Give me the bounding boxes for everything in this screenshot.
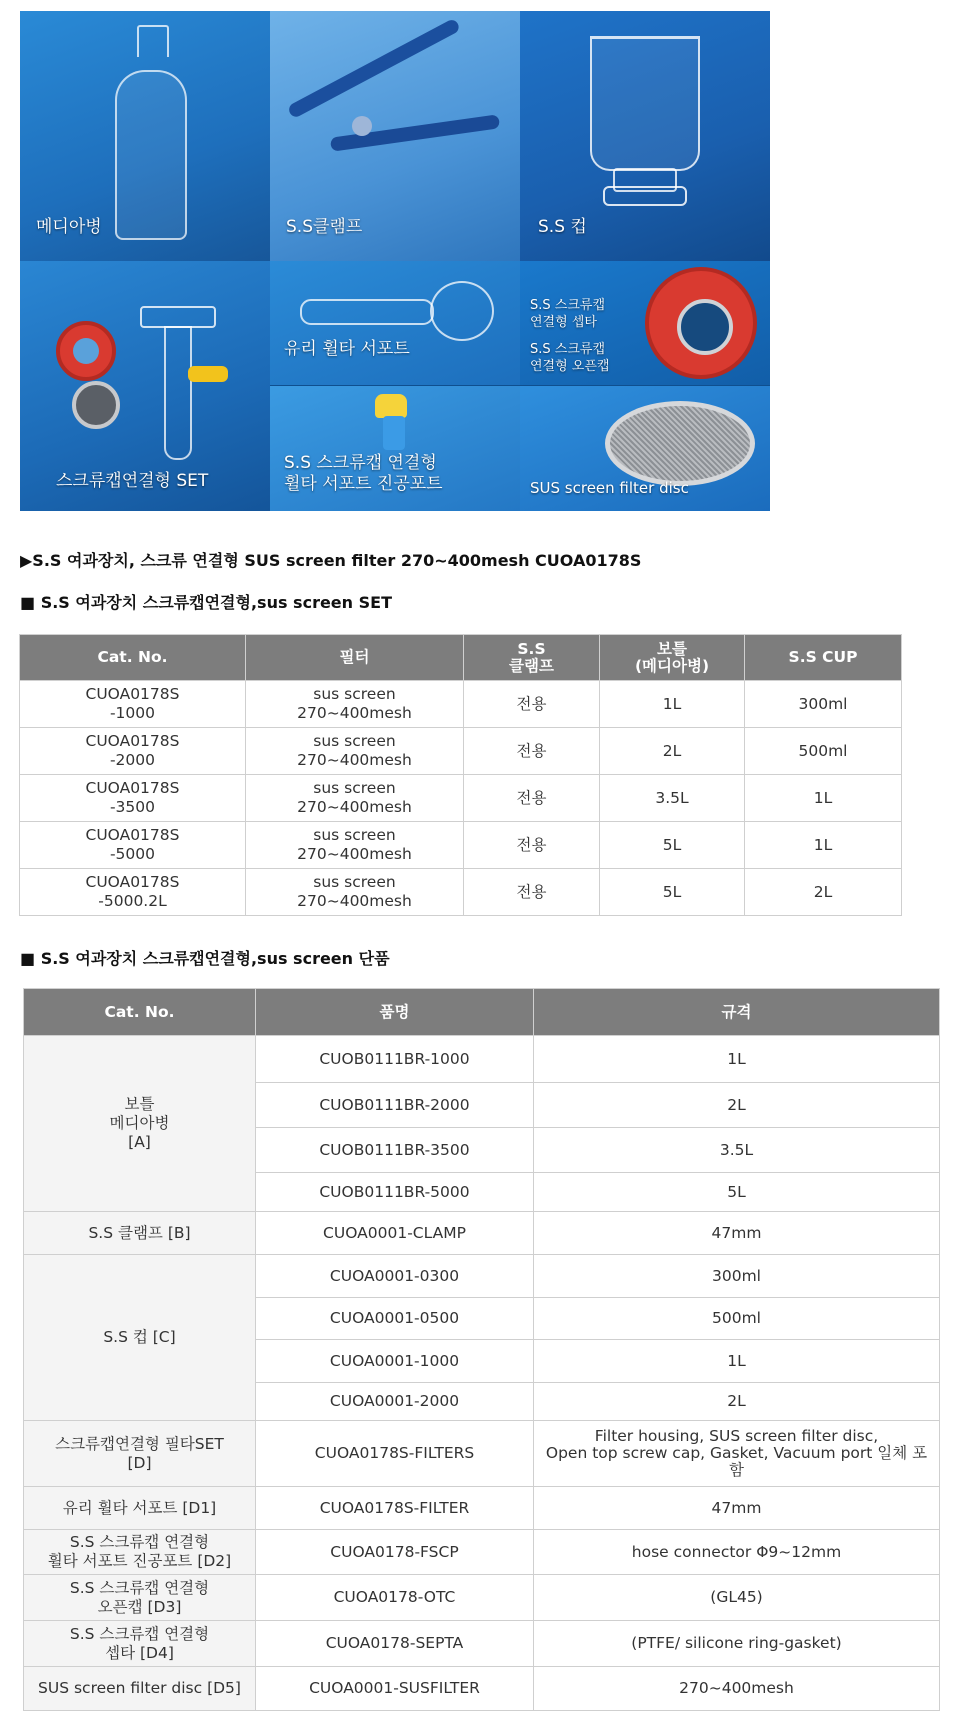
glass-support-illustration — [300, 281, 500, 341]
photo-screwcap-set — [20, 261, 270, 511]
table-row — [20, 681, 902, 728]
bottle-illustration — [115, 25, 187, 240]
filter-cell: sus screen 270~400mesh — [246, 728, 464, 775]
product-code-cell: CUOA0001-1000 — [256, 1340, 534, 1383]
set-table — [19, 634, 902, 916]
header-product-name: 품명 — [256, 989, 534, 1036]
clamp-cell: 전용 — [464, 681, 600, 728]
clamp-cell: 전용 — [464, 728, 600, 775]
header-bottle: 보틀 (메디아병) — [600, 635, 745, 681]
spec-cell: 270~400mesh — [534, 1667, 940, 1711]
photo-screw-caps — [520, 261, 770, 386]
group-filter-set: 스크류캡연결형 필타SET [D] — [24, 1421, 256, 1487]
spec-cell: (GL45) — [534, 1575, 940, 1621]
spec-cell: 1L — [534, 1036, 940, 1083]
bottle-cell: 3.5L — [600, 775, 745, 822]
product-code-cell: CUOA0001-SUSFILTER — [256, 1667, 534, 1711]
photo-media-bottle — [20, 11, 270, 261]
caption-glass-support: 유리 휠타 서포트 — [284, 339, 410, 359]
group-clamp: S.S 클램프 [B] — [24, 1212, 256, 1255]
filter-cell: sus screen 270~400mesh — [246, 869, 464, 916]
cup-cell: 2L — [745, 869, 902, 916]
table-row — [20, 775, 902, 822]
section2-heading: ■ S.S 여과장치 스크류캡연결형,sus screen 단품 — [20, 949, 390, 968]
table-row — [24, 1575, 940, 1621]
table-row — [24, 1036, 940, 1083]
caption-ss-cup: S.S 컵 — [538, 217, 587, 237]
product-code-cell: CUOA0178S-FILTER — [256, 1487, 534, 1530]
table-row — [24, 1212, 940, 1255]
table-row — [24, 1487, 940, 1530]
filter-cell: sus screen 270~400mesh — [246, 822, 464, 869]
spec-cell: (PTFE/ silicone ring-gasket) — [534, 1621, 940, 1667]
section1-heading: ■ S.S 여과장치 스크류캡연결형,sus screen SET — [20, 593, 392, 612]
group-bottle: 보틀 메디아병 [A] — [24, 1036, 256, 1212]
cup-cell: 1L — [745, 822, 902, 869]
table-row — [24, 1255, 940, 1298]
header-filter: 필터 — [246, 635, 464, 681]
cup-cell: 300ml — [745, 681, 902, 728]
red-screw-cap-illustration — [645, 267, 757, 379]
spec-cell: 1L — [534, 1340, 940, 1383]
filter-cell: sus screen 270~400mesh — [246, 681, 464, 728]
spec-cell: 300ml — [534, 1255, 940, 1298]
product-code-cell: CUOA0001-CLAMP — [256, 1212, 534, 1255]
spec-cell: hose connector Φ9~12mm — [534, 1530, 940, 1575]
clamp-cell: 전용 — [464, 869, 600, 916]
product-code-cell: CUOB0111BR-3500 — [256, 1128, 534, 1173]
clamp-cell: 전용 — [464, 822, 600, 869]
header-cat-no: Cat. No. — [20, 635, 246, 681]
table-row — [24, 1421, 940, 1487]
parts-table — [23, 988, 940, 1711]
caption-vacuum-port: S.S 스크류캡 연결형 휠타 서포트 진공포트 — [284, 453, 443, 494]
photo-glass-support — [270, 261, 520, 386]
spec-cell: 2L — [534, 1383, 940, 1421]
cat-no-cell: CUOA0178S -3500 — [20, 775, 246, 822]
header-ss-cup: S.S CUP — [745, 635, 902, 681]
caption-screwcap-set: 스크류캡연결형 SET — [56, 471, 209, 491]
product-code-cell: CUOB0111BR-1000 — [256, 1036, 534, 1083]
product-code-cell: CUOA0178-SEPTA — [256, 1621, 534, 1667]
group-sus-disc: SUS screen filter disc [D5] — [24, 1667, 256, 1711]
product-code-cell: CUOA0001-0500 — [256, 1298, 534, 1340]
vacuum-port-illustration — [375, 394, 415, 454]
group-cup: S.S 컵 [C] — [24, 1255, 256, 1421]
photo-ss-cup — [520, 11, 770, 261]
cat-no-cell: CUOA0178S -5000 — [20, 822, 246, 869]
caption-ss-clamp: S.S클램프 — [286, 217, 363, 237]
spec-cell: 3.5L — [534, 1128, 940, 1173]
group-glass-support: 유리 휠타 서포트 [D1] — [24, 1487, 256, 1530]
callout-septa: S.S 스크류캡 연결형 셉타 — [530, 298, 606, 330]
bottle-cell: 1L — [600, 681, 745, 728]
spec-cell: 5L — [534, 1173, 940, 1212]
product-photo-grid — [20, 11, 770, 511]
table-row — [24, 1621, 940, 1667]
product-code-cell: CUOA0001-0300 — [256, 1255, 534, 1298]
spec-cell: 500ml — [534, 1298, 940, 1340]
product-code-cell: CUOA0178-FSCP — [256, 1530, 534, 1575]
filter-disc-illustration — [72, 381, 120, 429]
photo-sus-disc — [520, 386, 770, 511]
cat-no-cell: CUOA0178S -5000.2L — [20, 869, 246, 916]
filter-cell: sus screen 270~400mesh — [246, 775, 464, 822]
caption-media-bottle: 메디아병 — [36, 217, 102, 237]
header-cat-no: Cat. No. — [24, 989, 256, 1036]
spec-cell: 47mm — [534, 1212, 940, 1255]
bottle-cell: 5L — [600, 822, 745, 869]
table-row — [20, 728, 902, 775]
header-ss-clamp: S.S 클램프 — [464, 635, 600, 681]
bottle-cell: 5L — [600, 869, 745, 916]
photo-caps-disc — [520, 261, 770, 511]
photo-support-port — [270, 261, 520, 511]
product-title: ▶S.S 여과장치, 스크류 연결형 SUS screen filter 270~400mesh CUOA0178S — [20, 551, 642, 570]
caption-sus-disc: SUS screen filter disc — [530, 479, 689, 497]
spec-cell: Filter housing, SUS screen filter disc, Open top screw cap, Gasket, Vacuum port 일체 포 함 — [534, 1421, 940, 1487]
spec-cell: 47mm — [534, 1487, 940, 1530]
cup-cell: 1L — [745, 775, 902, 822]
clamp-illustration — [290, 66, 490, 176]
table-row — [24, 1667, 940, 1711]
spec-cell: 2L — [534, 1083, 940, 1128]
group-septa: S.S 스크류캡 연결형 셉타 [D4] — [24, 1621, 256, 1667]
red-cap-illustration — [56, 321, 116, 381]
cat-no-cell: CUOA0178S -1000 — [20, 681, 246, 728]
group-vacuum-port: S.S 스크류캡 연결형 휠타 서포트 진공포트 [D2] — [24, 1530, 256, 1575]
clamp-cell: 전용 — [464, 775, 600, 822]
table-row — [20, 822, 902, 869]
bottle-cell: 2L — [600, 728, 745, 775]
table-row — [24, 1530, 940, 1575]
header-spec: 규격 — [534, 989, 940, 1036]
callout-open-cap: S.S 스크류캡 연결형 오픈캡 — [530, 342, 610, 374]
product-code-cell: CUOA0001-2000 — [256, 1383, 534, 1421]
photo-ss-clamp — [270, 11, 520, 261]
cup-illustration — [590, 36, 700, 206]
mesh-disc-illustration — [605, 401, 755, 486]
parts-table-header — [24, 989, 940, 1036]
product-code-cell: CUOB0111BR-2000 — [256, 1083, 534, 1128]
funnel-illustration — [140, 306, 215, 456]
photo-vacuum-port — [270, 386, 520, 511]
cup-cell: 500ml — [745, 728, 902, 775]
cat-no-cell: CUOA0178S -2000 — [20, 728, 246, 775]
product-code-cell: CUOB0111BR-5000 — [256, 1173, 534, 1212]
product-code-cell: CUOA0178-OTC — [256, 1575, 534, 1621]
table-row — [20, 869, 902, 916]
product-code-cell: CUOA0178S-FILTERS — [256, 1421, 534, 1487]
group-open-cap: S.S 스크류캡 연결형 오픈캡 [D3] — [24, 1575, 256, 1621]
set-table-header — [20, 635, 902, 681]
